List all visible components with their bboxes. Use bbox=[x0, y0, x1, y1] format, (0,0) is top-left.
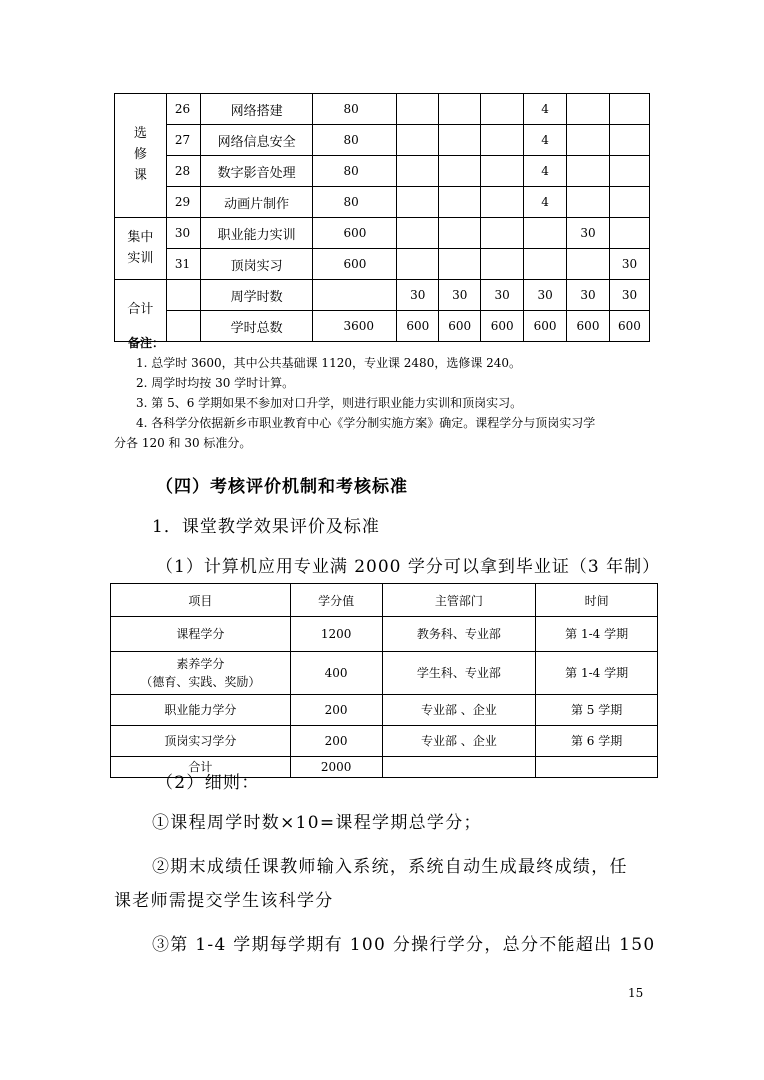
row-number-cell: 29 bbox=[166, 187, 200, 218]
rules-title: （2）细则： bbox=[156, 773, 260, 793]
term-hours-cell bbox=[439, 94, 481, 125]
term-hours-cell bbox=[397, 156, 439, 187]
term-hours-cell bbox=[481, 125, 524, 156]
notes-title: 备注： bbox=[128, 336, 165, 350]
credit-dept-cell: 教务科、专业部 bbox=[382, 617, 536, 652]
course-name-cell: 动画片制作 bbox=[200, 187, 313, 218]
term-hours-cell bbox=[439, 125, 481, 156]
section-heading: （四）考核评价机制和考核标准 bbox=[156, 477, 408, 497]
rule-2: ②期末成绩任课教师输入系统，系统自动生成最终成绩，任 bbox=[152, 857, 628, 877]
row-number-cell: 26 bbox=[166, 94, 200, 125]
row-number-cell: 28 bbox=[166, 156, 200, 187]
credit-value-cell: 2000 bbox=[290, 757, 382, 778]
note-item: 3. 第 5、6 学期如果不参加对口升学，则进行职业能力实训和顶岗实习。 bbox=[136, 396, 523, 410]
term-hours-cell bbox=[567, 249, 610, 280]
term-hours-cell: 600 bbox=[439, 311, 481, 342]
subsection-heading: 1．课堂教学效果评价及标准 bbox=[152, 517, 380, 537]
term-hours-cell: 600 bbox=[567, 311, 610, 342]
credit-value-cell: 1200 bbox=[290, 617, 382, 652]
term-hours-cell: 30 bbox=[567, 280, 610, 311]
credit-item-cell: 课程学分 bbox=[111, 617, 291, 652]
table-row bbox=[115, 187, 650, 218]
term-hours-cell: 30 bbox=[609, 249, 649, 280]
category-cell: 选 修 课 bbox=[115, 94, 167, 218]
credit-time-cell: 第 1-4 学期 bbox=[536, 617, 658, 652]
category-cell: 合计 bbox=[115, 280, 167, 342]
term-hours-cell bbox=[609, 125, 649, 156]
credit-item-cell: 职业能力学分 bbox=[111, 695, 291, 726]
term-hours-cell bbox=[439, 249, 481, 280]
table-row bbox=[111, 617, 658, 652]
table-row bbox=[111, 652, 658, 695]
term-hours-cell bbox=[397, 249, 439, 280]
credit-time-cell: 第 1-4 学期 bbox=[536, 652, 658, 695]
credit-table bbox=[110, 583, 658, 778]
term-hours-cell bbox=[524, 218, 567, 249]
term-hours-cell: 600 bbox=[397, 311, 439, 342]
notes-block bbox=[114, 333, 654, 453]
course-name-cell: 周学时数 bbox=[200, 280, 313, 311]
credit-time-cell: 第 5 学期 bbox=[536, 695, 658, 726]
term-hours-cell bbox=[567, 94, 610, 125]
credit-dept-cell: 学生科、专业部 bbox=[382, 652, 536, 695]
term-hours-cell bbox=[567, 125, 610, 156]
course-schedule-table bbox=[114, 93, 650, 342]
term-hours-cell: 600 bbox=[481, 311, 524, 342]
term-hours-cell: 4 bbox=[524, 187, 567, 218]
term-hours-cell: 600 bbox=[524, 311, 567, 342]
total-hours-cell: 3600 bbox=[313, 311, 397, 342]
term-hours-cell bbox=[439, 156, 481, 187]
credit-value-cell: 200 bbox=[290, 695, 382, 726]
page-number: 15 bbox=[628, 986, 644, 1000]
credit-dept-cell: 专业部 、企业 bbox=[382, 695, 536, 726]
note-item: 1. 总学时 3600，其中公共基础课 1120，专业课 2480，选修课 240。 bbox=[136, 356, 522, 370]
note-item: 2. 周学时均按 30 学时计算。 bbox=[136, 376, 295, 390]
term-hours-cell bbox=[524, 249, 567, 280]
column-header: 学分值 bbox=[290, 584, 382, 617]
course-name-cell: 顶岗实习 bbox=[200, 249, 313, 280]
row-number-cell: 27 bbox=[166, 125, 200, 156]
table-row bbox=[111, 726, 658, 757]
credit-value-cell: 400 bbox=[290, 652, 382, 695]
table-row bbox=[115, 156, 650, 187]
table-row bbox=[115, 125, 650, 156]
rule-2-continued: 课老师需提交学生该科学分 bbox=[114, 891, 334, 911]
term-hours-cell bbox=[609, 94, 649, 125]
credit-item-cell: 顶岗实习学分 bbox=[111, 726, 291, 757]
credit-requirement-heading: （1）计算机应用专业满 2000 学分可以拿到毕业证（3 年制） bbox=[156, 557, 661, 577]
term-hours-cell bbox=[439, 218, 481, 249]
course-name-cell: 网络信息安全 bbox=[200, 125, 313, 156]
term-hours-cell bbox=[567, 156, 610, 187]
credit-value-cell: 200 bbox=[290, 726, 382, 757]
total-hours-cell: 80 bbox=[313, 187, 397, 218]
term-hours-cell bbox=[609, 218, 649, 249]
table-row bbox=[115, 280, 650, 311]
rule-1: ①课程周学时数×10=课程学期总学分； bbox=[152, 813, 482, 833]
row-number-cell: 31 bbox=[166, 249, 200, 280]
term-hours-cell bbox=[481, 218, 524, 249]
term-hours-cell bbox=[481, 94, 524, 125]
credit-item-cell: 合计 bbox=[111, 757, 291, 778]
term-hours-cell bbox=[609, 156, 649, 187]
term-hours-cell: 30 bbox=[524, 280, 567, 311]
credit-dept-cell: 专业部 、企业 bbox=[382, 726, 536, 757]
term-hours-cell bbox=[397, 94, 439, 125]
note-continuation: 分各 120 和 30 标准分。 bbox=[114, 436, 252, 450]
column-header: 项目 bbox=[111, 584, 291, 617]
row-number-cell bbox=[166, 280, 200, 311]
term-hours-cell: 4 bbox=[524, 156, 567, 187]
term-hours-cell bbox=[567, 187, 610, 218]
course-name-cell: 职业能力实训 bbox=[200, 218, 313, 249]
term-hours-cell bbox=[397, 187, 439, 218]
header-row bbox=[111, 584, 658, 617]
table-row bbox=[115, 218, 650, 249]
total-hours-cell: 80 bbox=[313, 94, 397, 125]
credit-item-cell: 素养学分 （德育、实践、奖励） bbox=[111, 652, 291, 695]
term-hours-cell bbox=[397, 125, 439, 156]
table-row bbox=[111, 695, 658, 726]
term-hours-cell bbox=[481, 249, 524, 280]
table-row bbox=[115, 249, 650, 280]
total-hours-cell: 600 bbox=[313, 218, 397, 249]
term-hours-cell bbox=[439, 187, 481, 218]
total-hours-cell: 80 bbox=[313, 156, 397, 187]
rule-3: ③第 1-4 学期每学期有 100 分操行学分，总分不能超出 150 bbox=[152, 935, 656, 955]
course-name-cell: 学时总数 bbox=[200, 311, 313, 342]
term-hours-cell: 30 bbox=[567, 218, 610, 249]
note-item: 4. 各科学分依据新乡市职业教育中心《学分制实施方案》确定。课程学分与顶岗实习学 bbox=[136, 416, 596, 430]
term-hours-cell bbox=[481, 187, 524, 218]
term-hours-cell bbox=[609, 187, 649, 218]
term-hours-cell bbox=[397, 218, 439, 249]
term-hours-cell: 4 bbox=[524, 125, 567, 156]
term-hours-cell: 4 bbox=[524, 94, 567, 125]
term-hours-cell: 30 bbox=[481, 280, 524, 311]
table-row bbox=[115, 94, 650, 125]
column-header: 时间 bbox=[536, 584, 658, 617]
total-hours-cell bbox=[313, 280, 397, 311]
course-name-cell: 数字影音处理 bbox=[200, 156, 313, 187]
term-hours-cell bbox=[481, 156, 524, 187]
column-header: 主管部门 bbox=[382, 584, 536, 617]
credit-time-cell: 第 6 学期 bbox=[536, 726, 658, 757]
total-hours-cell: 600 bbox=[313, 249, 397, 280]
row-number-cell: 30 bbox=[166, 218, 200, 249]
term-hours-cell: 30 bbox=[439, 280, 481, 311]
term-hours-cell: 30 bbox=[609, 280, 649, 311]
total-hours-cell: 80 bbox=[313, 125, 397, 156]
term-hours-cell: 30 bbox=[397, 280, 439, 311]
course-name-cell: 网络搭建 bbox=[200, 94, 313, 125]
term-hours-cell: 600 bbox=[609, 311, 649, 342]
category-cell: 集中 实训 bbox=[115, 218, 167, 280]
